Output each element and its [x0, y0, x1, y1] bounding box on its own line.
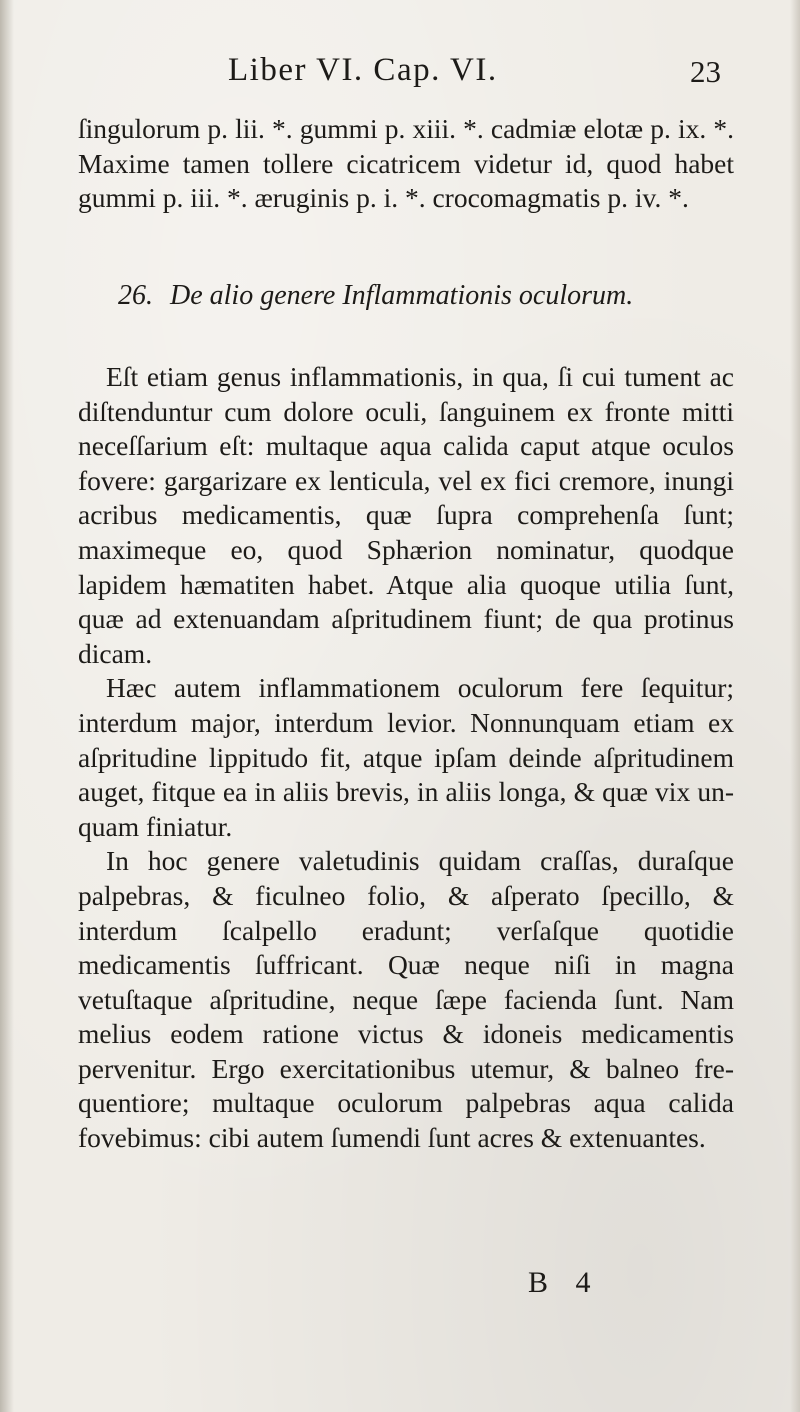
section-number: 26. — [118, 280, 153, 311]
lead-paragraph-block — [78, 112, 734, 216]
paragraph-1: Eſt etiam genus inflammationis, in qua, ſi cui tument ac diſtenduntur cum dolore oculi, ſanguinem ex fronte mitti neceſſarium eſt: multaque aqua calida caput atque oculos fovere: gargarizare ex lenticula, vel ex fici cremore, inungi acribus medicamentis, quæ ſupra comprehenſa ſunt; maximeque eo, quod Sphærion nominatur, quodque lapidem hæmatiten habet. Atque alia quoque utilia ſunt, quæ ad extenuandam aſpritudinem fiunt; de qua protinus dicam. — [78, 361, 734, 669]
body-text — [78, 360, 734, 1156]
lead-paragraph: ſingulorum p. lii. *. gummi p. xiii. *. cadmiæ elotæ p. ix. *. Maxime tamen tollere cicatricem videtur id, quod habet gummi p. iii. *. æruginis p. i. *. crocomagmatis p. iv. *. — [78, 113, 734, 214]
section-heading — [118, 280, 738, 312]
paragraph-2: Hæc autem inflammationem oculorum fere ſequitur; interdum major, interdum levior. Nonnunquam etiam ex aſpritudine lippitudo fit, atque ipſam deinde aſpritudinem auget, fitque ea in aliis brevis, in aliis longa, & quæ vix unquam finiatur. — [78, 672, 734, 842]
page-edge-shadow — [790, 0, 800, 1412]
page-header — [0, 52, 800, 96]
running-head: Liber VI. Cap. VI. — [228, 52, 498, 88]
section-title: De alio genere Inflammationis oculorum. — [170, 280, 634, 311]
paragraph-3: In hoc genere valetudinis quidam craſſas, duraſque palpebras, & ficulneo folio, & aſperato ſpecillo, & interdum ſcalpello eradunt; verſaſque quotidie medicamentis ſuffricant. Quæ neque niſi in magna vetuſtaque aſpritudine, neque ſæpe facienda ſunt. Nam melius eodem ratione victus & idoneis medicamentis pervenitur. Ergo exercitationibus utemur, & balneo frequentiore; multaque oculorum palpebras aqua calida fovebimus: cibi autem ſumendi ſunt acres & extenuantes. — [78, 845, 734, 1154]
page-number: 23 — [690, 54, 721, 89]
page-gutter-shadow — [0, 0, 14, 1412]
signature-mark: B 4 — [528, 1266, 601, 1299]
